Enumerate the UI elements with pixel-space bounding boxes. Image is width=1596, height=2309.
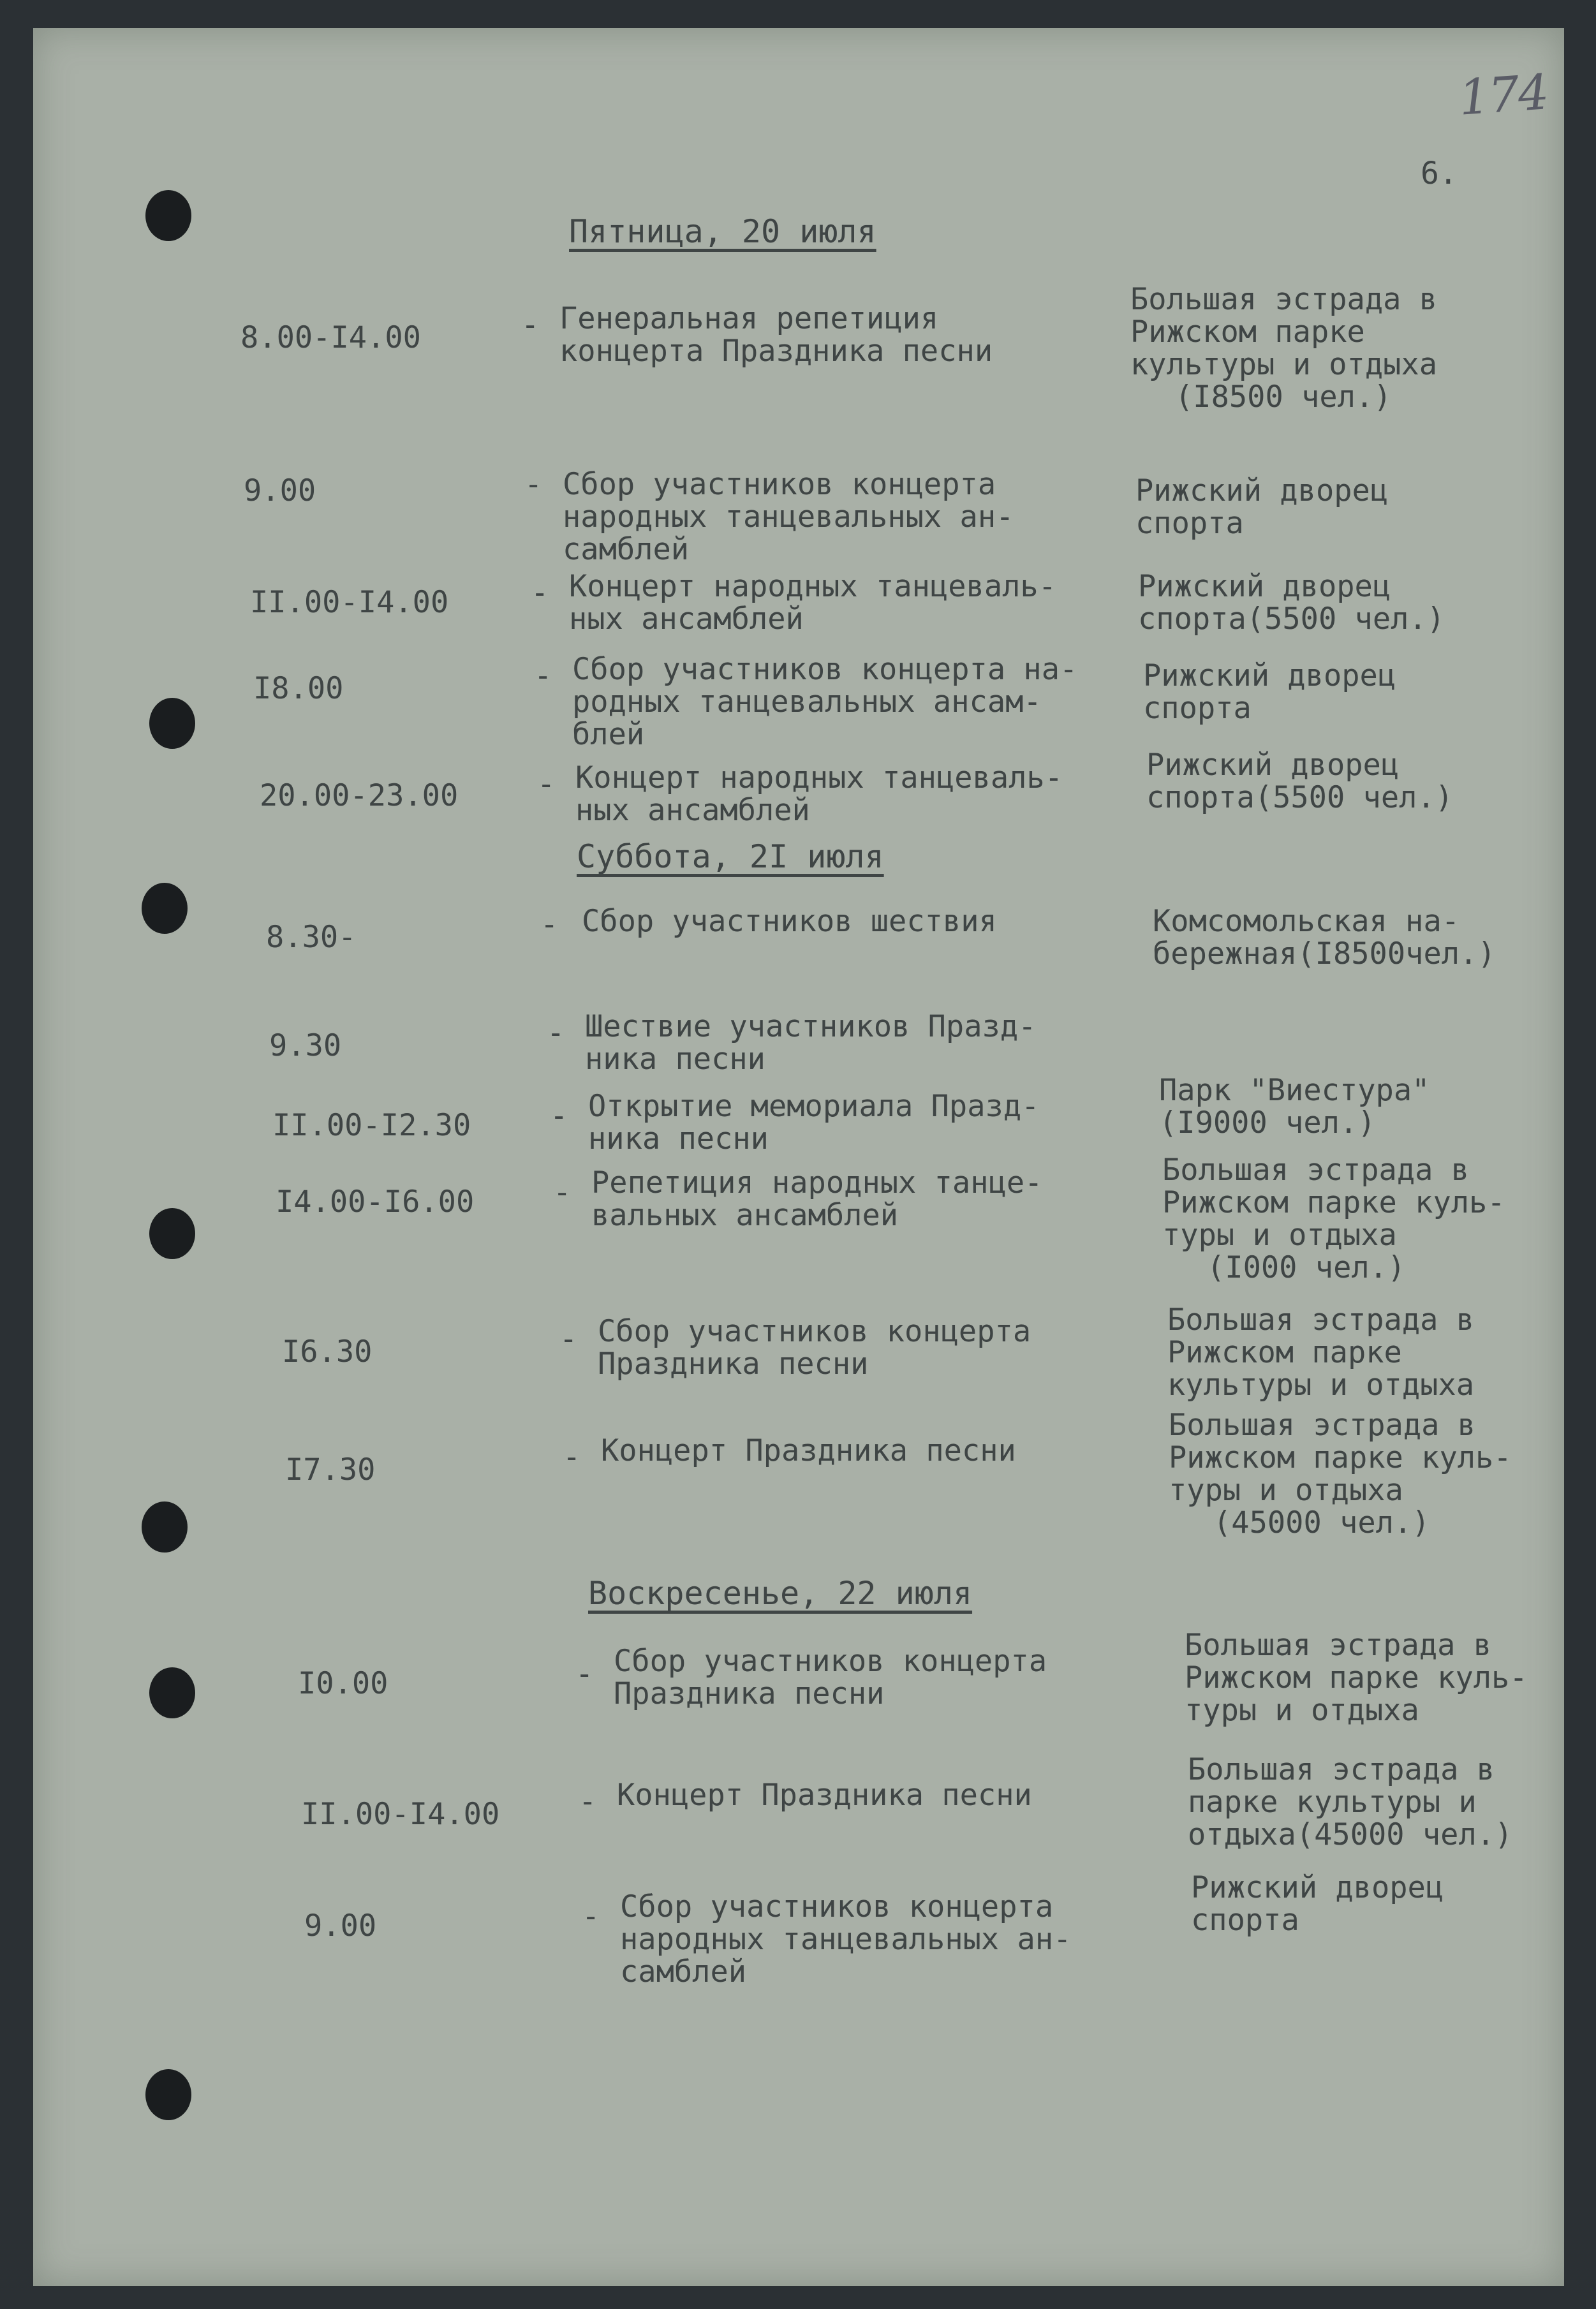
entry-venue: Рижский дворец спорта: [1191, 1870, 1444, 1938]
entry-time: I6.30: [282, 1334, 373, 1369]
entry-time: I4.00-I6.00: [276, 1184, 475, 1220]
entry-event: Открытие мемориала Празд- ника песни: [588, 1089, 1040, 1156]
binder-hole: [145, 2069, 191, 2120]
binder-hole: [142, 883, 188, 934]
entry-dash: -: [531, 575, 549, 610]
archive-folio-number: 174: [1457, 63, 1549, 126]
entry-venue: Комсомольская на- бережная(I8500чел.): [1153, 904, 1496, 971]
entry-venue: Рижский дворец спорта(5500 чел.): [1146, 748, 1454, 815]
day-heading: Суббота, 2I июля: [577, 838, 884, 875]
entry-time: II.00-I4.00: [301, 1797, 500, 1832]
entry-dash: -: [575, 1656, 594, 1692]
entry-venue: Большая эстрада в Рижском парке куль- туры и отдыха (45000 чел.): [1169, 1408, 1512, 1540]
binder-hole: [142, 1501, 188, 1553]
binder-hole: [149, 1667, 195, 1718]
entry-time: II.00-I2.30: [272, 1108, 471, 1143]
entry-event: Сбор участников концерта народных танцевальных ан- самблей: [563, 467, 1014, 567]
entry-time: 9.00: [304, 1908, 377, 1944]
binder-hole: [149, 698, 195, 749]
entry-dash: -: [550, 1098, 568, 1133]
entry-event: Концерт народных танцеваль- ных ансамблей: [569, 569, 1057, 637]
entry-venue: Рижский дворец спорта: [1143, 658, 1396, 726]
binder-hole: [149, 1208, 195, 1259]
entry-venue: Большая эстрада в Рижском парке культуры и отдыха (I8500 чел.): [1130, 282, 1438, 415]
day-heading: Пятница, 20 июля: [569, 213, 876, 250]
entry-venue: Рижский дворец спорта(5500 чел.): [1138, 569, 1445, 637]
entry-dash: -: [559, 1322, 578, 1357]
entry-dash: -: [540, 907, 559, 942]
binder-hole: [145, 190, 191, 241]
entry-dash: -: [547, 1015, 565, 1051]
entry-dash: -: [563, 1440, 581, 1475]
entry-time: I7.30: [285, 1452, 376, 1487]
entry-venue: Большая эстрада в Рижском парке куль- туры и отдыха (I000 чел.): [1162, 1153, 1505, 1285]
entry-dash: -: [582, 1899, 600, 1934]
entry-venue: Рижский дворец спорта: [1135, 473, 1389, 541]
entry-dash: -: [553, 1175, 572, 1210]
day-heading: Воскресенье, 22 июля: [588, 1575, 973, 1612]
entry-venue: Большая эстрада в Рижском парке культуры и отдыха: [1167, 1302, 1475, 1403]
entry-event: Репетиция народных танце- вальных ансамблей: [591, 1165, 1043, 1233]
entry-event: Сбор участников концерта народных танцевальных ан- самблей: [620, 1889, 1072, 1989]
entry-time: I8.00: [253, 671, 344, 706]
entry-dash: -: [579, 1784, 597, 1819]
entry-venue: Большая эстрада в Рижском парке куль- туры и отдыха: [1185, 1628, 1528, 1728]
entry-event: Концерт народных танцеваль- ных ансамблей: [575, 760, 1063, 828]
page-number: 6.: [1421, 156, 1458, 191]
entry-time: 9.30: [269, 1028, 342, 1063]
entry-event: Сбор участников шествия: [582, 904, 997, 939]
entry-event: Генеральная репетиция концерта Праздника песни: [559, 301, 993, 369]
entry-event: Концерт Праздника песни: [601, 1433, 1016, 1468]
entry-time: 8.30-: [266, 920, 357, 955]
entry-dash: -: [521, 307, 540, 343]
entry-time: 20.00-23.00: [260, 778, 459, 813]
entry-time: 8.00-I4.00: [240, 320, 421, 355]
entry-time: 9.00: [244, 473, 316, 508]
entry-time: I0.00: [298, 1666, 388, 1701]
entry-dash: -: [534, 658, 552, 693]
entry-event: Сбор участников концерта Праздника песни: [614, 1644, 1047, 1711]
entry-time: II.00-I4.00: [250, 585, 449, 620]
document-page: [33, 28, 1564, 2286]
entry-event: Концерт Праздника песни: [617, 1778, 1032, 1813]
entry-venue: Большая эстрада в парке культуры и отдыха(45000 чел.): [1188, 1752, 1513, 1852]
entry-dash: -: [524, 467, 543, 502]
entry-event: Шествие участников Празд- ника песни: [585, 1009, 1037, 1077]
entry-event: Сбор участников концерта Праздника песни: [598, 1314, 1031, 1382]
entry-dash: -: [537, 767, 556, 802]
entry-venue: Парк "Виестура" (I9000 чел.): [1159, 1073, 1430, 1140]
entry-event: Сбор участников концерта на- родных танцевальных ансам- блей: [572, 652, 1078, 752]
